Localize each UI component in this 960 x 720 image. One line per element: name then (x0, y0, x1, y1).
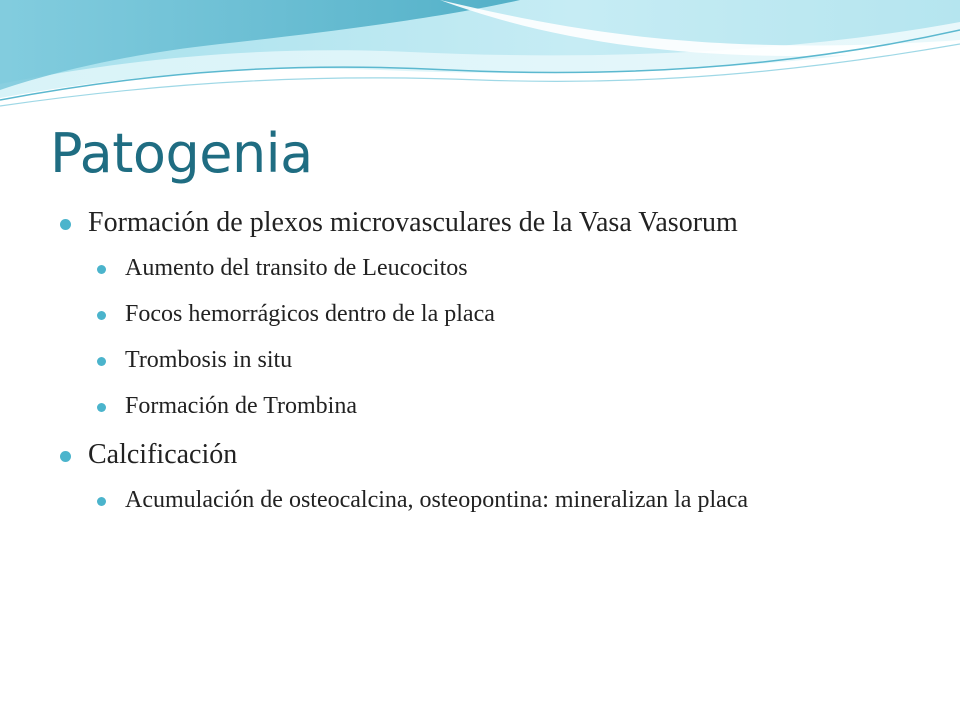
bullet-dot-icon (60, 219, 71, 230)
sub-bullet-dot-icon (97, 311, 106, 320)
slide-title: Patogenia (50, 122, 313, 185)
bullet-text: Formación de plexos microvasculares de la Vasa Vasorum (88, 207, 738, 238)
sub-bullet-text: Aumento del transito de Leucocitos (125, 255, 468, 281)
sub-bullet-text: Focos hemorrágicos dentro de la placa (125, 301, 495, 327)
bullet-item (60, 205, 880, 422)
sub-bullet-item (97, 485, 880, 516)
sub-bullet-list (97, 253, 880, 422)
sub-bullet-text: Acumulación de osteocalcina, osteopontina: mineralizan la placa (125, 487, 749, 513)
sub-bullet-text: Trombosis in situ (125, 347, 293, 373)
bullet-list (60, 205, 880, 531)
sub-bullet-dot-icon (97, 265, 106, 274)
sub-bullet-item (97, 299, 880, 330)
sub-bullet-text: Formación de Trombina (125, 393, 357, 419)
sub-bullet-item (97, 391, 880, 422)
sub-bullet-list (97, 485, 880, 516)
wave-header-decoration (0, 0, 960, 120)
bullet-item (60, 437, 880, 516)
sub-bullet-item (97, 253, 880, 284)
sub-bullet-item (97, 345, 880, 376)
sub-bullet-dot-icon (97, 497, 106, 506)
sub-bullet-dot-icon (97, 403, 106, 412)
bullet-text: Calcificación (88, 439, 238, 470)
bullet-dot-icon (60, 451, 71, 462)
sub-bullet-dot-icon (97, 357, 106, 366)
